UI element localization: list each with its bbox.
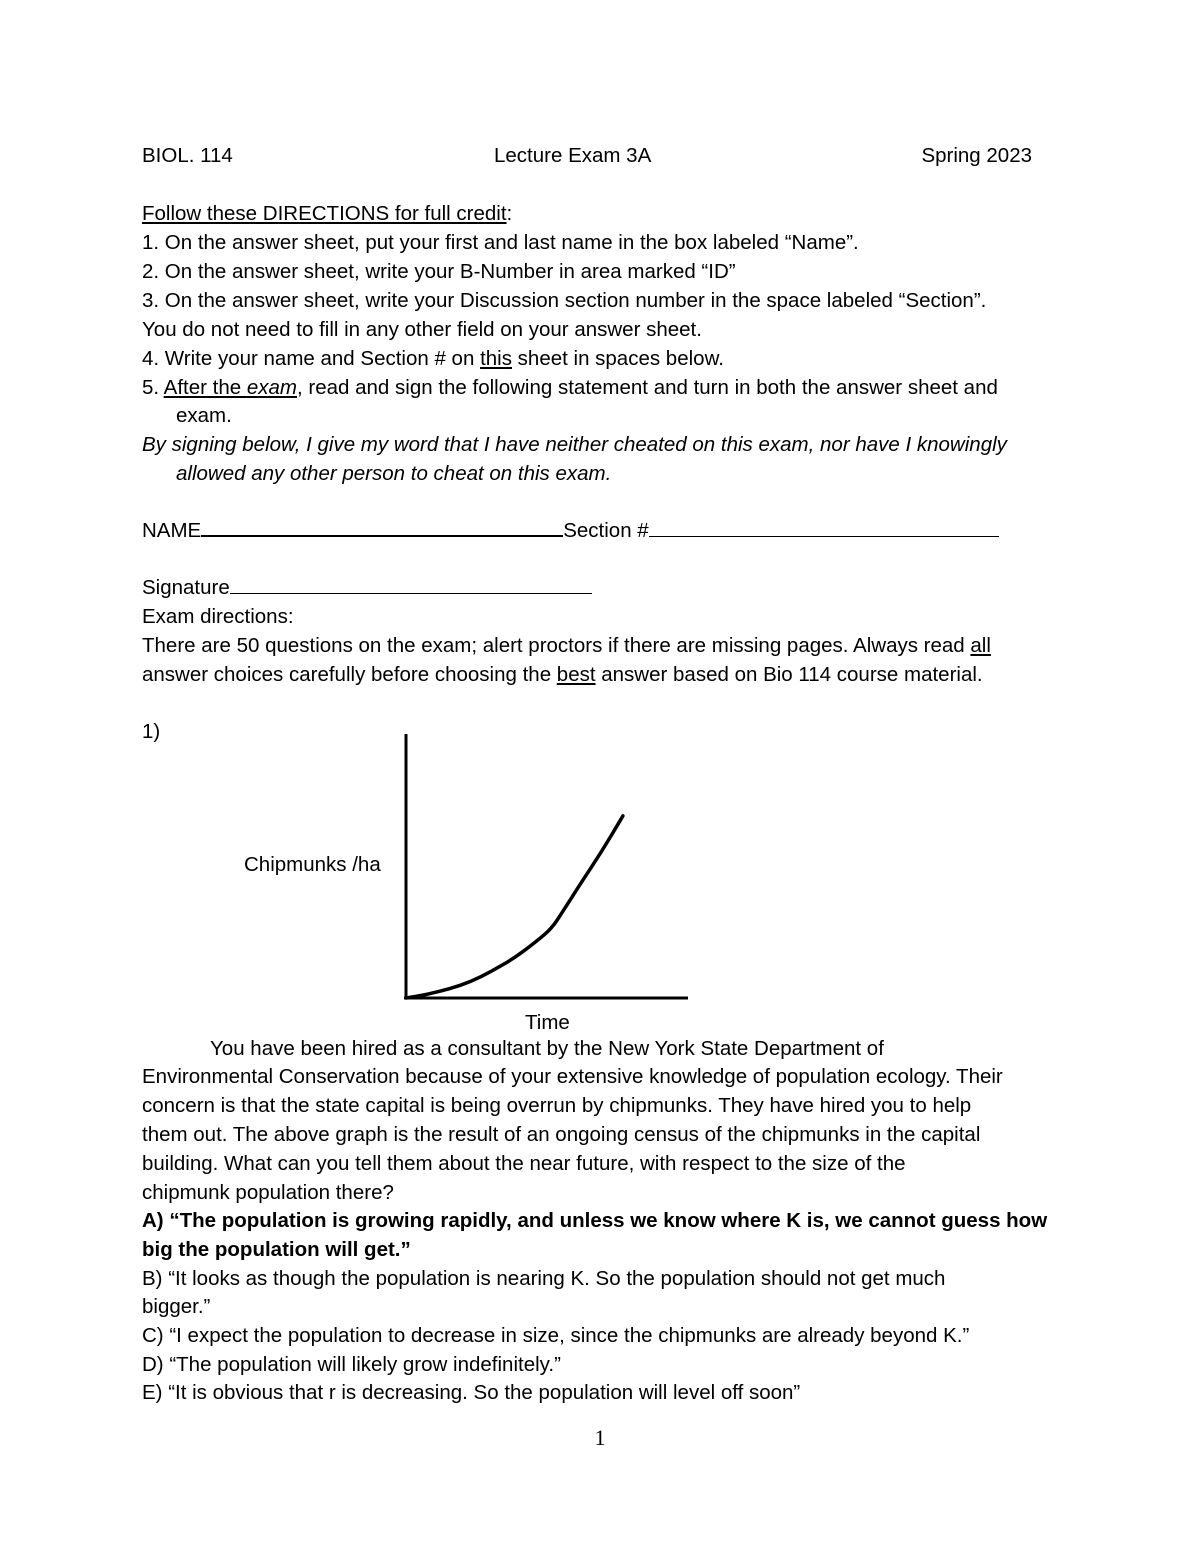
direction-note: You do not need to fill in any other field on your answer sheet.	[142, 318, 702, 341]
choice-a-line-2: big the population will get.”	[142, 1238, 411, 1261]
question-stem-line-4: them out. The above graph is the result of an ongoing census of the chipmunks in the capital	[142, 1123, 981, 1146]
population-growth-chart	[238, 728, 698, 1038]
name-section-row	[142, 519, 999, 543]
choice-e: E) “It is obvious that r is decreasing. So the population will level off soon”	[142, 1381, 801, 1404]
name-label: NAME	[142, 519, 202, 542]
exam-term: Spring 2023	[921, 144, 1032, 167]
page-number: 1	[594, 1425, 606, 1450]
question-stem-line-5: building. What can you tell them about the near future, with respect to the size of the	[142, 1152, 906, 1175]
y-axis-label: Chipmunks /ha	[244, 853, 381, 876]
question-stem-line-1: You have been hired as a consultant by the New York State Department of	[210, 1037, 884, 1060]
section-blank[interactable]	[649, 535, 999, 537]
pledge-line-1: By signing below, I give my word that I have neither cheated on this exam, nor have I knowingly	[142, 433, 1007, 456]
direction-item-3: 3. On the answer sheet, write your Discussion section number in the space labeled “Section”.	[142, 289, 987, 312]
course-code: BIOL. 114	[142, 144, 233, 167]
pledge-line-2: allowed any other person to cheat on this exam.	[176, 462, 612, 485]
direction-item-2: 2. On the answer sheet, write your B-Number in area marked “ID”	[142, 260, 736, 283]
direction-item-1: 1. On the answer sheet, put your first and last name in the box labeled “Name”.	[142, 231, 859, 254]
exam-directions-line-2: answer choices carefully before choosing the best answer based on Bio 114 course material.	[142, 663, 983, 686]
question-stem-line-3: concern is that the state capital is being overrun by chipmunks. They have hired you to help	[142, 1094, 972, 1117]
population-curve	[406, 816, 623, 998]
question-stem-line-6: chipmunk population there?	[142, 1181, 394, 1204]
question-stem-line-2: Environmental Conservation because of your extensive knowledge of population ecology. Their	[142, 1065, 1003, 1088]
choice-c: C) “I expect the population to decrease in size, since the chipmunks are already beyond K.”	[142, 1324, 970, 1347]
directions-title: Follow these DIRECTIONS for full credit:	[142, 202, 513, 225]
signature-row	[142, 576, 592, 600]
section-label: Section #	[563, 519, 649, 542]
choice-a-line-1: A) “The population is growing rapidly, and unless we know where K is, we cannot guess how	[142, 1209, 1048, 1232]
signature-blank[interactable]	[230, 592, 592, 594]
question-number: 1)	[142, 720, 161, 743]
choice-b-line-2: bigger.”	[142, 1295, 211, 1318]
direction-item-4: 4. Write your name and Section # on this sheet in spaces below.	[142, 347, 724, 370]
exam-directions-line-1: There are 50 questions on the exam; alert proctors if there are missing pages. Always read all	[142, 634, 991, 657]
exam-directions-title: Exam directions:	[142, 605, 294, 628]
choice-b-line-1: B) “It looks as though the population is nearing K. So the population should not get much	[142, 1267, 946, 1290]
x-axis-label: Time	[525, 1011, 570, 1034]
direction-item-5-cont: exam.	[176, 404, 232, 427]
name-blank[interactable]	[201, 534, 563, 537]
exam-title: Lecture Exam 3A	[494, 144, 652, 167]
signature-label: Signature	[142, 576, 230, 599]
choice-d: D) “The population will likely grow indefinitely.”	[142, 1353, 561, 1376]
direction-item-5: 5. After the exam, read and sign the following statement and turn in both the answer sheet and	[142, 376, 998, 399]
exam-header	[142, 144, 1032, 170]
